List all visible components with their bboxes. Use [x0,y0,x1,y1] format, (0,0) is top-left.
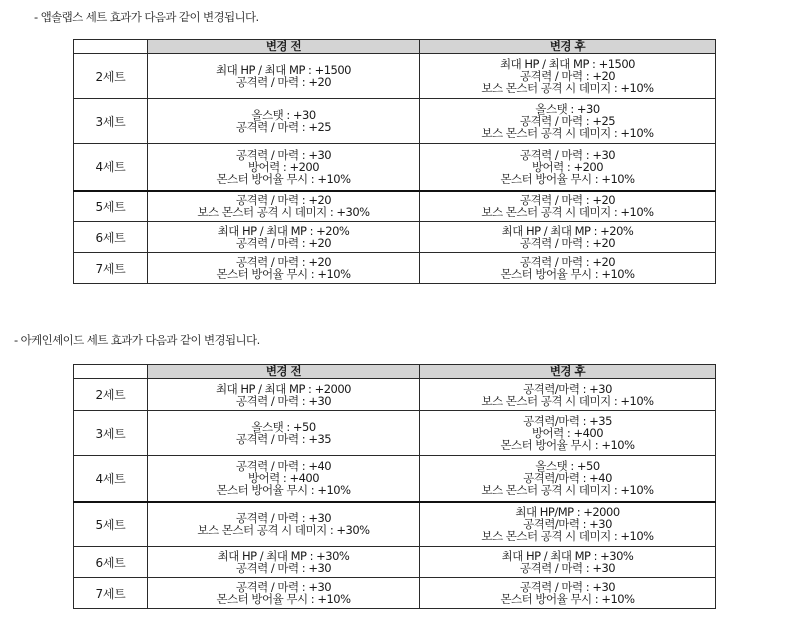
absolab-intro-text: - 앱솔랩스 세트 효과가 다음과 같이 변경됩니다. [34,10,259,24]
after-cell [420,191,716,222]
set-label: 2세트 [74,379,148,411]
after-cell [420,379,716,411]
effect-line: 몬스터 방어율 무시 : +10% [216,483,351,498]
set-label: 2세트 [74,54,148,99]
effect-line: 몬스터 방어율 무시 : +10% [216,592,351,606]
header-blank [74,40,148,54]
table-row [74,144,716,191]
before-cell [148,144,420,191]
after-cell [420,222,716,253]
effect-line: 공격력/마력 : +30 [523,517,612,532]
effect-line: 몬스터 방어율 무시 : +10% [500,267,635,281]
header-before: 변경 전 [148,365,420,379]
effect-line: 공격력 / 마력 : +30 [235,393,332,408]
effect-line: 방어력 : +200 [247,159,320,174]
effect-line: 공격력 / 마력 : +20 [235,193,332,208]
before-cell [148,54,420,99]
effect-line: 공격력 / 마력 : +20 [235,236,332,250]
effect-line: 공격력 / 마력 : +30 [519,561,616,575]
set-label: 7세트 [74,578,148,609]
effect-line: 올스탯 : +50 [535,459,600,474]
effect-line: 최대 HP / 최대 MP : +30% [217,549,350,563]
set-label: 5세트 [74,502,148,547]
effect-line: 방어력 : +400 [247,471,320,486]
effect-line: 공격력 / 마력 : +30 [235,561,332,575]
table-row [74,191,716,222]
effect-line: 공격력 / 마력 : +20 [519,193,616,208]
effect-line: 몬스터 방어율 무시 : +10% [500,171,635,186]
header-blank [74,365,148,379]
table-row [74,222,716,253]
effect-line: 몬스터 방어율 무시 : +10% [500,592,635,606]
effect-line: 보스 몬스터 공격 시 데미지 : +10% [481,393,654,408]
header-before: 변경 전 [148,40,420,54]
effect-line: 공격력 / 마력 : +25 [235,120,332,134]
set-label: 6세트 [74,222,148,253]
effect-line: 최대 HP / 최대 MP : +20% [217,224,350,238]
effect-line: 공격력 / 마력 : +30 [235,147,332,162]
effect-line: 보스 몬스터 공격 시 데미지 : +10% [481,126,654,140]
effect-line: 공격력 / 마력 : +20 [235,75,332,89]
set-label: 5세트 [74,191,148,222]
effect-line: 공격력 / 마력 : +30 [519,147,616,162]
set-label: 4세트 [74,456,148,502]
effect-line: 보스 몬스터 공격 시 데미지 : +10% [481,529,654,544]
set-label: 4세트 [74,144,148,191]
after-cell [420,54,716,99]
effect-line: 공격력 / 마력 : +30 [519,580,616,594]
before-cell [148,411,420,456]
effect-line: 공격력/마력 : +30 [523,381,612,396]
effect-line: 몬스터 방어율 무시 : +10% [500,438,635,452]
after-cell [420,144,716,191]
after-cell [420,502,716,547]
effect-line: 보스 몬스터 공격 시 데미지 : +30% [197,205,370,220]
absolab-set-table [73,39,716,284]
effect-line: 공격력 / 마력 : +35 [235,432,332,446]
before-cell [148,379,420,411]
effect-line: 몬스터 방어율 무시 : +10% [216,267,351,281]
before-cell [148,502,420,547]
after-cell [420,253,716,284]
table-row [74,547,716,578]
effect-line: 방어력 : +200 [531,159,604,174]
effect-line: 공격력/마력 : +40 [523,471,612,486]
effect-line: 올스탯 : +30 [251,108,316,122]
effect-line: 공격력 / 마력 : +20 [519,69,616,83]
effect-line: 공격력 / 마력 : +20 [235,255,332,269]
after-cell [420,99,716,144]
before-cell [148,99,420,144]
table-row [74,411,716,456]
header-row [74,365,716,379]
before-cell [148,456,420,502]
effect-line: 몬스터 방어율 무시 : +10% [216,171,351,186]
effect-line: 최대 HP / 최대 MP : +30% [501,549,634,563]
after-cell [420,411,716,456]
table-row [74,379,716,411]
effect-line: 공격력/마력 : +35 [523,414,612,428]
before-cell [148,547,420,578]
arcaneshade-set-table [73,364,716,609]
effect-line: 최대 HP / 최대 MP : +1500 [500,57,635,71]
effect-line: 보스 몬스터 공격 시 데미지 : +30% [197,523,370,538]
arcaneshade-intro-text: - 아케인셰이드 세트 효과가 다음과 같이 변경됩니다. [14,333,260,347]
effect-line: 공격력 / 마력 : +30 [235,580,332,594]
effect-line: 최대 HP/MP : +2000 [515,505,620,520]
table-row [74,99,716,144]
effect-line: 보스 몬스터 공격 시 데미지 : +10% [481,81,654,95]
effect-line: 공격력 / 마력 : +20 [519,236,616,250]
table-row [74,54,716,99]
after-cell [420,456,716,502]
effect-line: 공격력 / 마력 : +30 [235,511,332,526]
effect-line: 보스 몬스터 공격 시 데미지 : +10% [481,205,654,220]
before-cell [148,222,420,253]
header-after: 변경 후 [420,40,716,54]
effect-line: 공격력 / 마력 : +20 [519,255,616,269]
effect-line: 보스 몬스터 공격 시 데미지 : +10% [481,483,654,498]
effect-line: 올스탯 : +50 [251,420,316,434]
set-label: 3세트 [74,99,148,144]
effect-line: 최대 HP / 최대 MP : +20% [501,224,634,238]
after-cell [420,578,716,609]
table-row [74,578,716,609]
effect-line: 올스탯 : +30 [535,102,600,116]
table-row [74,502,716,547]
table-row [74,456,716,502]
header-row [74,40,716,54]
effect-line: 공격력 / 마력 : +25 [519,114,616,128]
effect-line: 최대 HP / 최대 MP : +1500 [216,63,351,77]
set-label: 3세트 [74,411,148,456]
effect-line: 방어력 : +400 [531,426,604,440]
effect-line: 최대 HP / 최대 MP : +2000 [216,381,351,396]
header-after: 변경 후 [420,365,716,379]
after-cell [420,547,716,578]
effect-line: 공격력 / 마력 : +40 [235,459,332,474]
table-row [74,253,716,284]
set-label: 6세트 [74,547,148,578]
set-label: 7세트 [74,253,148,284]
before-cell [148,191,420,222]
before-cell [148,578,420,609]
before-cell [148,253,420,284]
